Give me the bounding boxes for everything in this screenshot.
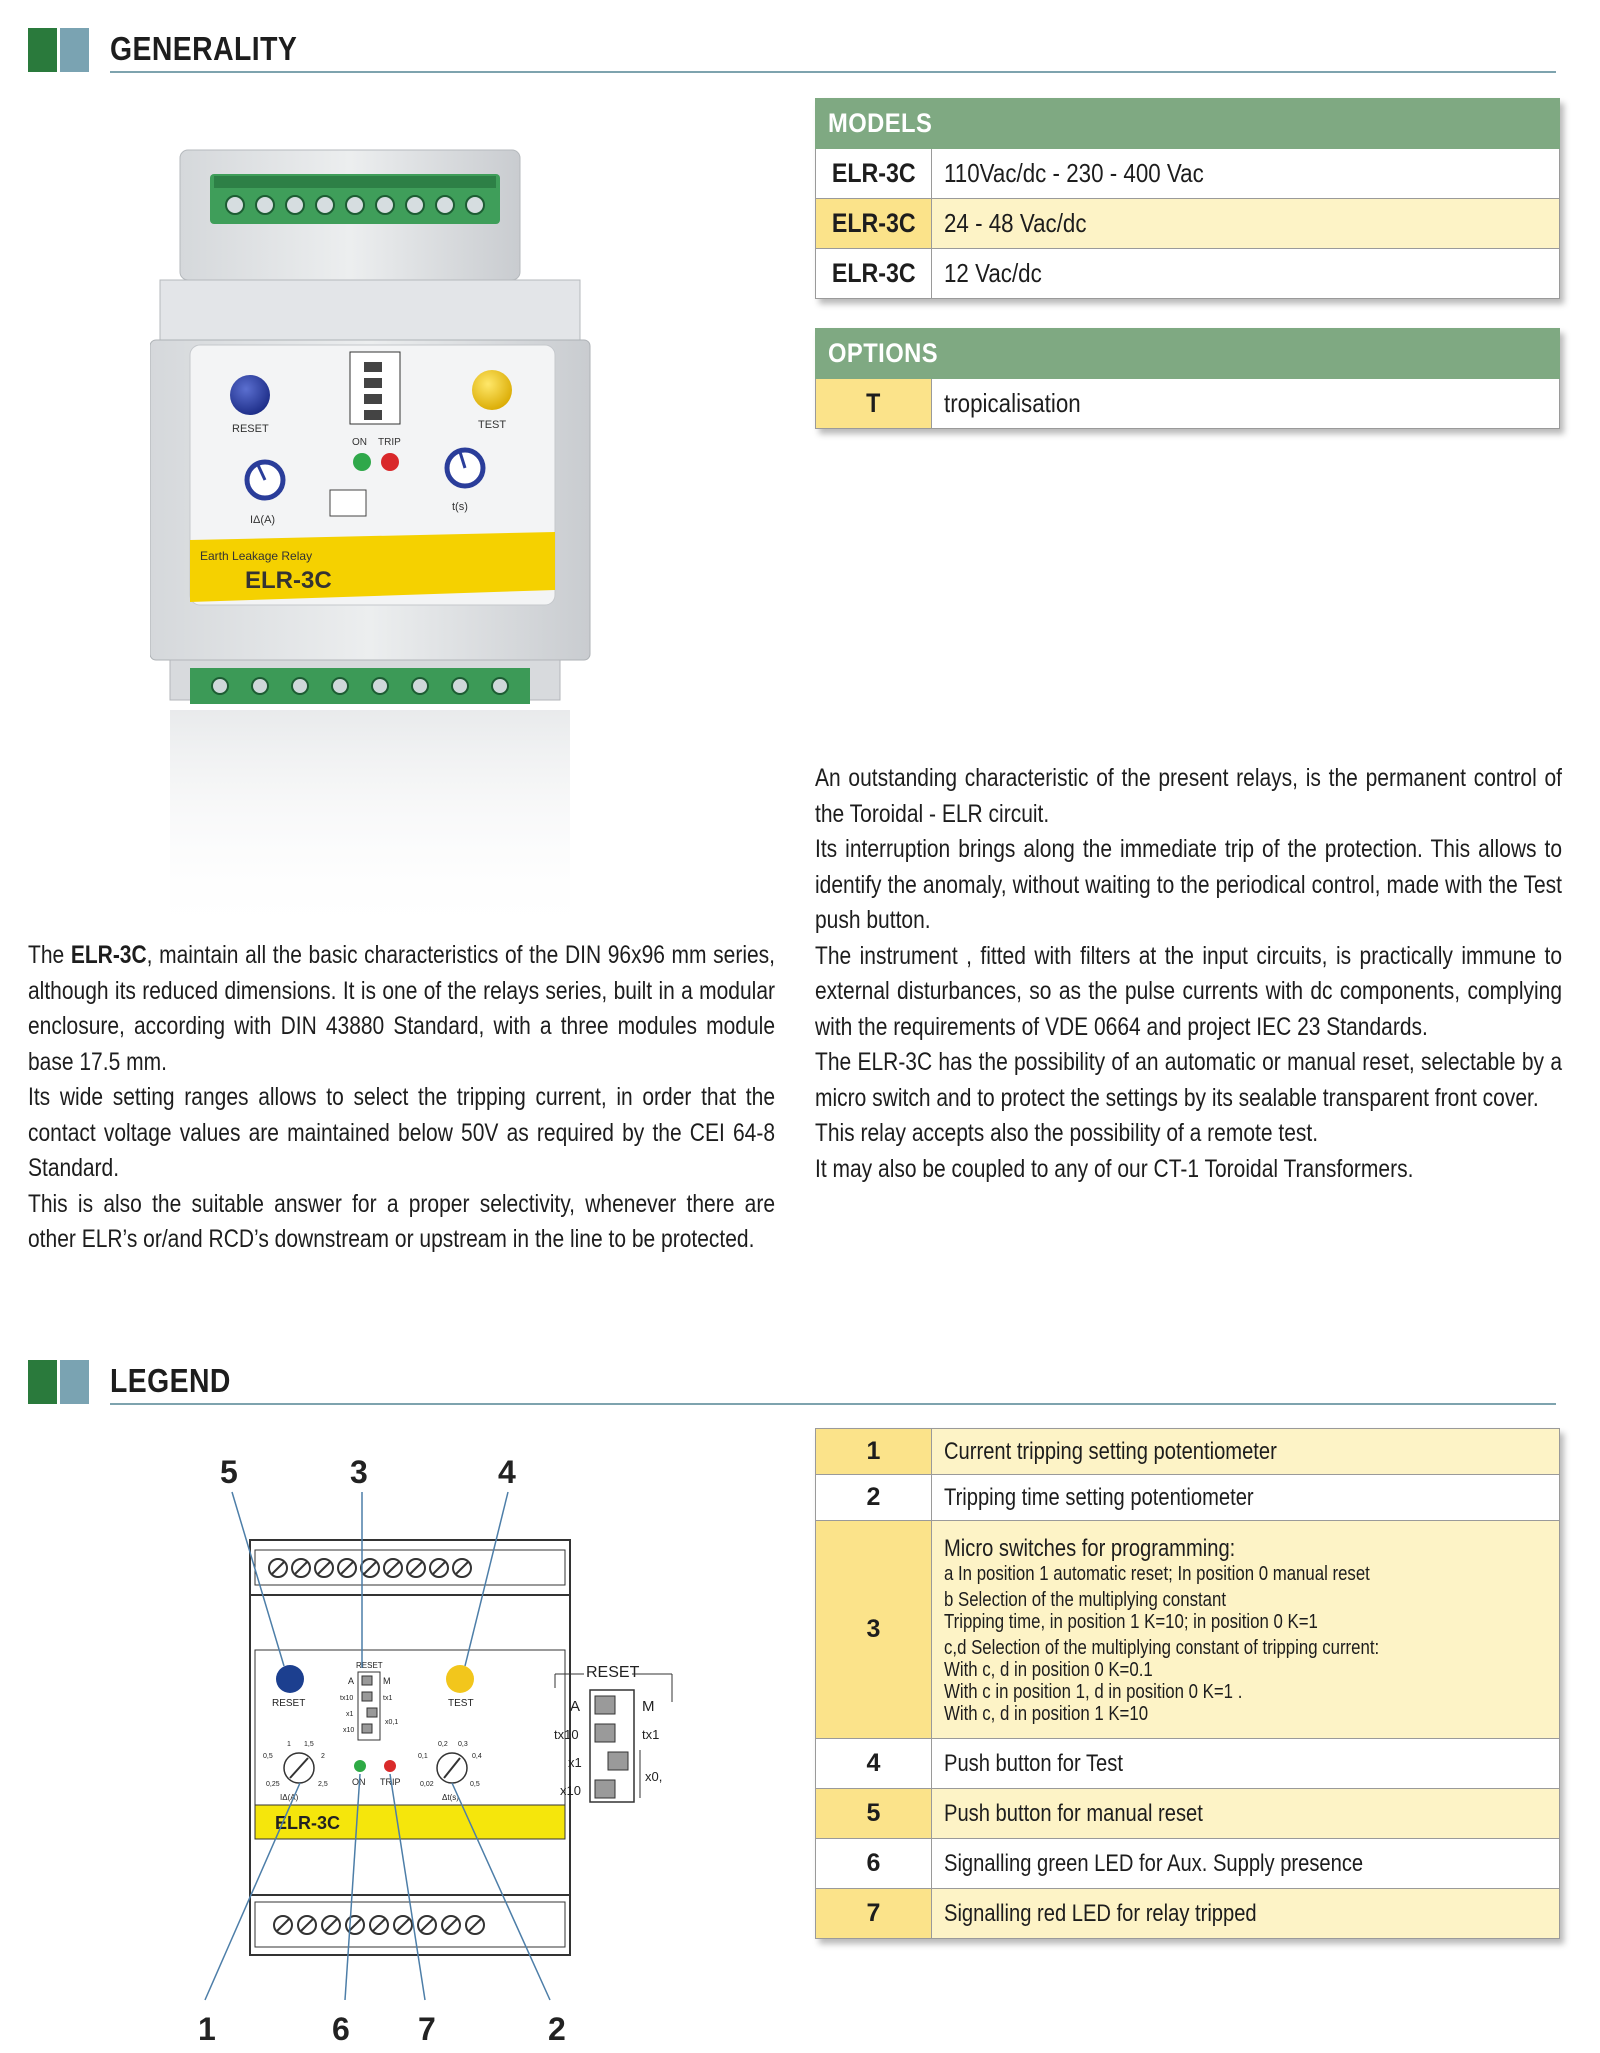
dip-a: A bbox=[348, 1676, 355, 1686]
intro-paragraph-2: Its wide setting ranges allows to select the tripping current, in order that the contact voltage values are maintained below 50V as required by the CEI 64-8 Standard. bbox=[28, 1083, 776, 1182]
header-rule bbox=[110, 71, 1556, 73]
photo-strip-small: Earth Leakage Relay bbox=[200, 549, 313, 563]
diagram-model-label: ELR-3C bbox=[275, 1813, 341, 1833]
dip-x1: x1 bbox=[346, 1711, 354, 1718]
diagram-reset-button bbox=[276, 1665, 304, 1693]
diagram-ia-label: IΔ(A) bbox=[280, 1793, 299, 1802]
feature-paragraph-5: This relay accepts also the possibility of a remote test. bbox=[815, 1119, 1319, 1147]
table-row: ELR-3C 110Vac/dc - 230 - 400 Vac bbox=[816, 149, 1560, 199]
t-tick: 0,1 bbox=[418, 1753, 428, 1760]
intro-paragraph-3: This is also the suitable answer for a proper selectivity, whenever there are other ELR’s or/and RCD’s downstream or upstream in the line to be protected. bbox=[28, 1189, 776, 1253]
table-row: 2 Tripping time setting potentiometer bbox=[816, 1475, 1560, 1521]
dip-x10: x10 bbox=[343, 1727, 355, 1734]
table-row: ELR-3C 12 Vac/dc bbox=[816, 249, 1560, 299]
zoom-tx10: tx10 bbox=[554, 1727, 579, 1742]
models-header: MODELS bbox=[816, 99, 1560, 149]
diagram-test-button bbox=[446, 1665, 474, 1693]
zoom-m: M bbox=[642, 1698, 655, 1715]
options-table bbox=[815, 328, 1560, 429]
diagram-test-label: TEST bbox=[448, 1698, 474, 1709]
table-row: 4 Push button for Test bbox=[816, 1739, 1560, 1789]
dip-switch-zoom bbox=[554, 1664, 672, 1802]
header-square-green bbox=[28, 28, 57, 72]
table-row: T tropicalisation bbox=[816, 379, 1560, 429]
dip-x01: x0,1 bbox=[385, 1719, 399, 1726]
zoom-tx1: tx1 bbox=[642, 1727, 660, 1742]
zoom-x0: x0, bbox=[645, 1769, 663, 1784]
zoom-reset: RESET bbox=[586, 1664, 640, 1681]
product-photo bbox=[150, 140, 620, 940]
callout-7: 7 bbox=[418, 2011, 436, 2047]
ia-tick: 2 bbox=[321, 1753, 325, 1760]
callout-1: 1 bbox=[198, 2011, 216, 2047]
diagram-trip-led bbox=[384, 1760, 396, 1772]
front-panel-diagram bbox=[180, 1440, 720, 2053]
photo-reset-label: RESET bbox=[232, 423, 269, 435]
feature-paragraph-2: Its interruption brings along the immediate trip of the protection. This allows to identify the anomaly, without waiting to the periodical control, made with the Test push button. bbox=[815, 835, 1563, 934]
table-row: 7 Signalling red LED for relay tripped bbox=[816, 1889, 1560, 1939]
intro-paragraph-1: The ELR-3C, maintain all the basic characteristics of the DIN 96x96 mm series, although its reduced dimensions. It is one of the relays series, built in a modular enclosure, according with DIN 43880 Standard, with a three modules module base 17.5 mm. bbox=[28, 941, 776, 1076]
ia-tick: 0,25 bbox=[266, 1781, 280, 1788]
table-row: 6 Signalling green LED for Aux. Supply presence bbox=[816, 1839, 1560, 1889]
t-tick: 0,4 bbox=[472, 1753, 482, 1760]
table-row: 5 Push button for manual reset bbox=[816, 1789, 1560, 1839]
header-rule bbox=[110, 1403, 1556, 1405]
callout-2: 2 bbox=[548, 2011, 566, 2047]
table-row: 1 Current tripping setting potentiometer bbox=[816, 1429, 1560, 1475]
ia-tick: 0,5 bbox=[263, 1753, 273, 1760]
callout-6: 6 bbox=[332, 2011, 350, 2047]
header-square-blue bbox=[60, 1360, 89, 1404]
zoom-a: A bbox=[570, 1698, 581, 1715]
diagram-dt-label: Δt(s) bbox=[442, 1793, 459, 1802]
callout-5: 5 bbox=[220, 1454, 238, 1490]
photo-t-label: t(s) bbox=[452, 501, 468, 513]
table-row: 3 Micro switches for programming: a In position 1 automatic reset; In position 0 manual reset b Selection of the multiplying constant Tripping time, in position 1 K=10; in position 0 K=1 c,d Selection of the multiplying constant of tripping current: With c, d in position 0 K=0.1 With c in position 1, d in position 0 K=1 . With c, d in position 1 K=10 bbox=[816, 1521, 1560, 1739]
diagram-on-label: ON bbox=[352, 1777, 366, 1787]
models-table bbox=[815, 98, 1560, 299]
photo-ia-label: IΔ(A) bbox=[250, 514, 276, 526]
t-tick: 0,3 bbox=[458, 1741, 468, 1748]
feature-paragraph-1: An outstanding characteristic of the present relays, is the permanent control of the Toroidal - ELR circuit. bbox=[815, 764, 1563, 828]
photo-strip-model: ELR-3C bbox=[245, 567, 332, 594]
generality-header bbox=[28, 28, 1556, 74]
photo-trip-label: TRIP bbox=[378, 437, 401, 448]
t-tick: 0,2 bbox=[438, 1741, 448, 1748]
dip-m: M bbox=[383, 1676, 391, 1686]
zoom-x1: x1 bbox=[568, 1755, 582, 1770]
photo-on-label: ON bbox=[352, 437, 367, 448]
photo-test-label: TEST bbox=[478, 419, 507, 431]
feature-text bbox=[815, 761, 1562, 1187]
legend-title: LEGEND bbox=[110, 1362, 231, 1399]
header-square-green bbox=[28, 1360, 57, 1404]
legend-header bbox=[28, 1360, 1556, 1406]
diagram-reset-label: RESET bbox=[272, 1698, 306, 1709]
dip-reset-label: RESET bbox=[356, 1661, 383, 1670]
generality-title: GENERALITY bbox=[110, 30, 298, 67]
options-header: OPTIONS bbox=[816, 329, 1560, 379]
intro-text bbox=[28, 938, 775, 1258]
feature-paragraph-4: The ELR-3C has the possibility of an automatic or manual reset, selectable by a micro switch and to protect the settings by its sealable transparent front cover. bbox=[815, 1048, 1563, 1112]
header-square-blue bbox=[60, 28, 89, 72]
t-tick: 0,02 bbox=[420, 1781, 434, 1788]
callout-3: 3 bbox=[350, 1454, 368, 1490]
legend-table bbox=[815, 1428, 1560, 1939]
zoom-x10: x10 bbox=[560, 1783, 581, 1798]
ia-tick: 1,5 bbox=[304, 1741, 314, 1748]
table-row: ELR-3C 24 - 48 Vac/dc bbox=[816, 199, 1560, 249]
ia-tick: 2,5 bbox=[318, 1781, 328, 1788]
diagram-trip-label: TRIP bbox=[380, 1777, 401, 1787]
callout-4: 4 bbox=[498, 1454, 516, 1490]
dip-tx1: tx1 bbox=[383, 1695, 393, 1702]
feature-paragraph-3: The instrument , fitted with filters at the input circuits, is practically immune to external disturbances, so as the pulse currents with dc components, complying with the requirements of VDE 0664 and project IEC 23 Standards. bbox=[815, 941, 1563, 1041]
ia-tick: 1 bbox=[287, 1741, 291, 1748]
t-tick: 0,5 bbox=[470, 1781, 480, 1788]
feature-paragraph-6: It may also be coupled to any of our CT-1 Toroidal Transformers. bbox=[815, 1154, 1414, 1183]
dip-tx10: tx10 bbox=[340, 1695, 354, 1702]
diagram-on-led bbox=[354, 1760, 366, 1772]
